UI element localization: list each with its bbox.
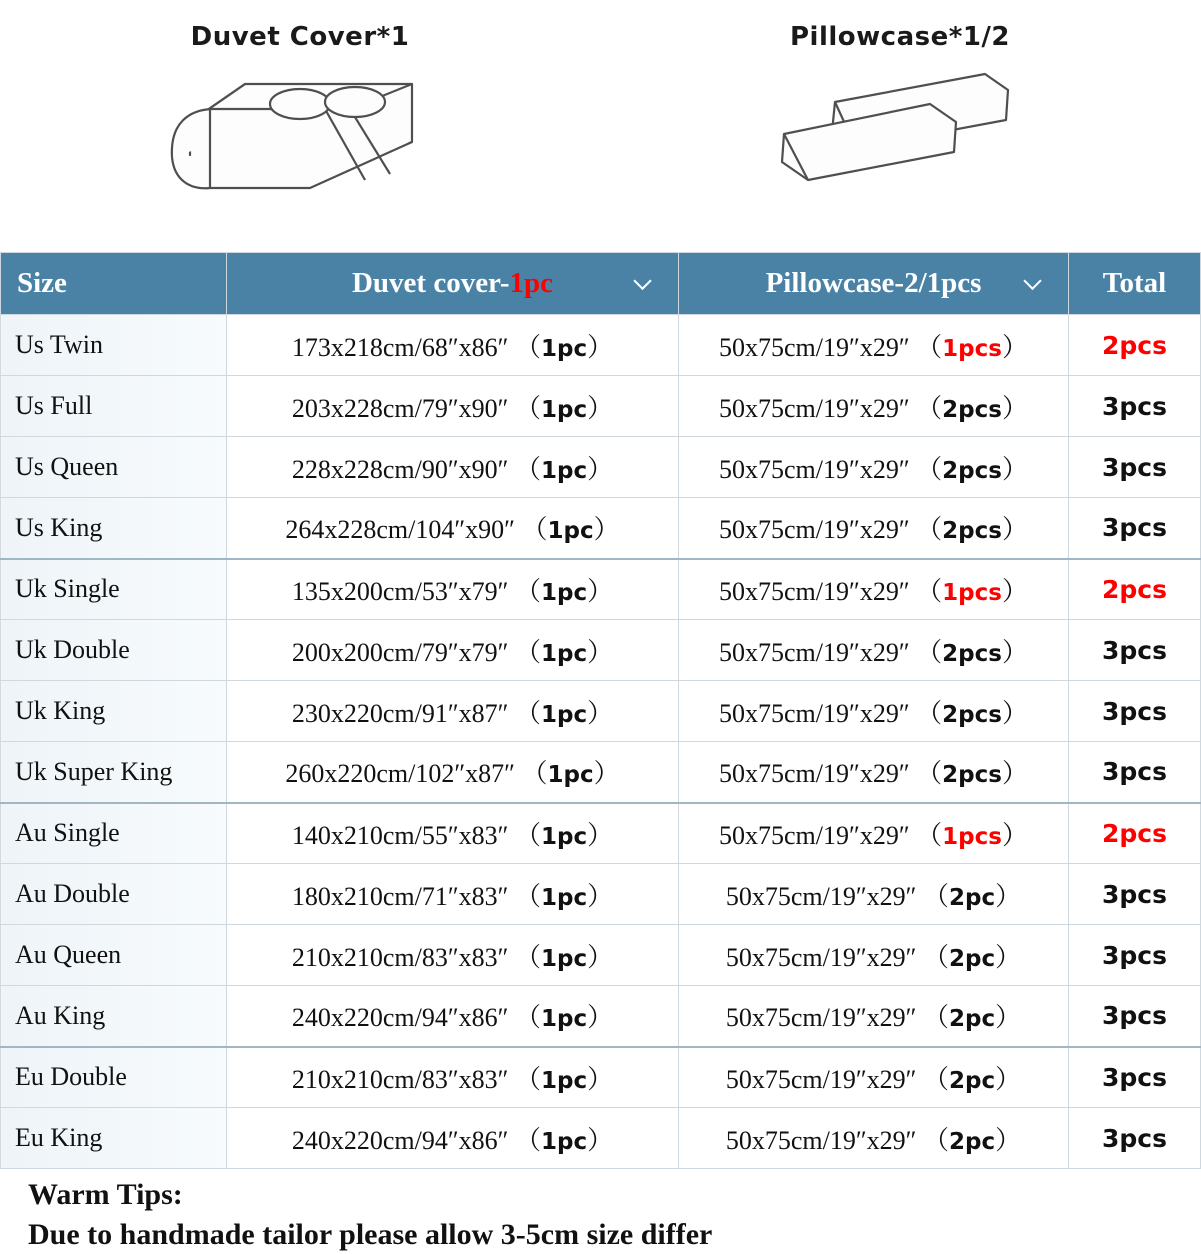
- header-duvet-highlight: 1pc: [509, 267, 554, 299]
- cell-total: 3pcs: [1069, 620, 1201, 681]
- duvet-size: 260x220cm/102″x87″: [285, 759, 522, 789]
- header-duvet-label: Duvet cover-: [351, 267, 510, 299]
- cell-total: 3pcs: [1069, 742, 1201, 803]
- cell-pillowcase: [679, 681, 1069, 742]
- cell-size: Au King: [1, 986, 227, 1047]
- cell-duvet: [227, 864, 679, 925]
- table-row[interactable]: [1, 986, 1201, 1047]
- pillow-qty: （1pcs）: [916, 820, 1028, 850]
- cell-size: Uk Super King: [1, 742, 227, 803]
- cell-pillowcase: [679, 925, 1069, 986]
- cell-total: 3pcs: [1069, 864, 1201, 925]
- header-pillowcase[interactable]: [679, 253, 1069, 315]
- pillow-qty: （2pcs）: [916, 393, 1028, 423]
- cell-size: Au Single: [1, 803, 227, 864]
- header-pillowcase-label: Pillowcase-2/1pcs: [765, 267, 982, 299]
- duvet-size: 210x210cm/83″x83″: [291, 942, 515, 972]
- cell-duvet: [227, 620, 679, 681]
- cell-duvet: [227, 803, 679, 864]
- duvet-size: 140x210cm/55″x83″: [291, 820, 515, 850]
- cell-duvet: [227, 986, 679, 1047]
- duvet-size: 180x210cm/71″x83″: [291, 881, 515, 911]
- pillowcase-illustration-title: Pillowcase*1/2: [789, 22, 1010, 52]
- duvet-qty: （1pc）: [515, 637, 614, 667]
- cell-duvet: [227, 681, 679, 742]
- pillow-qty: （1pcs）: [916, 576, 1028, 606]
- cell-size: Au Double: [1, 864, 227, 925]
- duvet-qty: （1pc）: [515, 1125, 614, 1155]
- cell-total: 3pcs: [1069, 376, 1201, 437]
- cell-size: Us King: [1, 498, 227, 559]
- duvet-size: 230x220cm/91″x87″: [291, 698, 515, 728]
- duvet-size: 173x218cm/68″x86″: [291, 332, 515, 362]
- table-header-row: [1, 253, 1201, 315]
- pillow-size: 50x75cm/19″x29″: [719, 698, 917, 728]
- duvet-qty: （1pc）: [515, 942, 614, 972]
- duvet-qty: （1pc）: [515, 1064, 614, 1094]
- duvet-qty: （1pc）: [515, 1003, 614, 1033]
- cell-size: Us Full: [1, 376, 227, 437]
- cell-pillowcase: [679, 803, 1069, 864]
- cell-pillowcase: [679, 1108, 1069, 1169]
- duvet-size: 240x220cm/94″x86″: [291, 1125, 515, 1155]
- cell-pillowcase: [679, 315, 1069, 376]
- pillow-size: 50x75cm/19″x29″: [719, 576, 917, 606]
- pillowcase-illustration-block: [600, 0, 1200, 252]
- duvet-size: 228x228cm/90″x90″: [291, 454, 515, 484]
- cell-size: Us Twin: [1, 315, 227, 376]
- duvet-illustration-block: [0, 0, 600, 252]
- duvet-size: 210x210cm/83″x83″: [291, 1064, 515, 1094]
- cell-duvet: [227, 925, 679, 986]
- table-row[interactable]: [1, 620, 1201, 681]
- table-row[interactable]: [1, 925, 1201, 986]
- cell-size: Uk Double: [1, 620, 227, 681]
- cell-size: Au Queen: [1, 925, 227, 986]
- cell-total: 3pcs: [1069, 498, 1201, 559]
- duvet-cover-illustration: [150, 62, 450, 217]
- pillow-qty: （2pc）: [923, 881, 1022, 911]
- cell-total: 3pcs: [1069, 437, 1201, 498]
- cell-duvet: [227, 315, 679, 376]
- cell-size: Uk King: [1, 681, 227, 742]
- duvet-size: 240x220cm/94″x86″: [291, 1003, 515, 1033]
- cell-pillowcase: [679, 376, 1069, 437]
- pillow-size: 50x75cm/19″x29″: [725, 1125, 923, 1155]
- duvet-qty: （1pc）: [515, 393, 614, 423]
- duvet-size: 203x228cm/79″x90″: [291, 393, 515, 423]
- cell-pillowcase: [679, 498, 1069, 559]
- pillow-size: 50x75cm/19″x29″: [719, 332, 917, 362]
- header-duvet-cover[interactable]: [227, 253, 679, 315]
- table-row[interactable]: [1, 498, 1201, 559]
- table-row[interactable]: [1, 1047, 1201, 1108]
- pillow-qty: （2pcs）: [916, 637, 1028, 667]
- pillow-qty: （2pcs）: [916, 454, 1028, 484]
- duvet-illustration-title: Duvet Cover*1: [190, 22, 410, 52]
- pillowcase-illustration: [770, 62, 1030, 197]
- pillow-qty: （2pc）: [923, 1125, 1022, 1155]
- illustration-row: [0, 0, 1200, 252]
- pillow-qty: （2pc）: [923, 942, 1022, 972]
- cell-pillowcase: [679, 742, 1069, 803]
- cell-total: 2pcs: [1069, 315, 1201, 376]
- cell-size: Uk Single: [1, 559, 227, 620]
- cell-pillowcase: [679, 437, 1069, 498]
- pillow-size: 50x75cm/19″x29″: [719, 393, 917, 423]
- cell-size: Eu Double: [1, 1047, 227, 1108]
- duvet-qty: （1pc）: [515, 454, 614, 484]
- table-row[interactable]: [1, 864, 1201, 925]
- pillow-size: 50x75cm/19″x29″: [719, 637, 917, 667]
- pillow-size: 50x75cm/19″x29″: [725, 942, 923, 972]
- duvet-size: 264x228cm/104″x90″: [285, 515, 522, 545]
- cell-pillowcase: [679, 559, 1069, 620]
- pillow-qty: （2pc）: [923, 1003, 1022, 1033]
- pillow-qty: （2pc）: [923, 1064, 1022, 1094]
- pillow-size: 50x75cm/19″x29″: [719, 820, 917, 850]
- table-row[interactable]: [1, 681, 1201, 742]
- duvet-qty: （1pc）: [521, 759, 620, 789]
- table-row[interactable]: [1, 376, 1201, 437]
- cell-duvet: [227, 437, 679, 498]
- cell-pillowcase: [679, 620, 1069, 681]
- pillow-size: 50x75cm/19″x29″: [725, 1003, 923, 1033]
- cell-pillowcase: [679, 1047, 1069, 1108]
- pillow-size: 50x75cm/19″x29″: [719, 759, 917, 789]
- pillow-size: 50x75cm/19″x29″: [725, 881, 923, 911]
- pillow-size: 50x75cm/19″x29″: [719, 515, 917, 545]
- cell-pillowcase: [679, 864, 1069, 925]
- header-total: Total: [1069, 253, 1201, 315]
- pillow-qty: （1pcs）: [916, 332, 1028, 362]
- duvet-qty: （1pc）: [515, 698, 614, 728]
- duvet-qty: （1pc）: [515, 332, 614, 362]
- cell-duvet: [227, 376, 679, 437]
- cell-duvet: [227, 559, 679, 620]
- warm-tips: [0, 1169, 1200, 1254]
- pillow-qty: （2pcs）: [916, 698, 1028, 728]
- chevron-down-icon[interactable]: [636, 274, 652, 290]
- duvet-qty: （1pc）: [515, 881, 614, 911]
- duvet-size: 200x200cm/79″x79″: [291, 637, 515, 667]
- cell-total: 3pcs: [1069, 925, 1201, 986]
- size-table-body: [1, 315, 1201, 1169]
- pillow-qty: （2pcs）: [916, 759, 1028, 789]
- cell-total: 2pcs: [1069, 803, 1201, 864]
- duvet-qty: （1pc）: [515, 576, 614, 606]
- cell-duvet: [227, 1108, 679, 1169]
- pillow-size: 50x75cm/19″x29″: [725, 1064, 923, 1094]
- cell-total: 3pcs: [1069, 681, 1201, 742]
- cell-pillowcase: [679, 986, 1069, 1047]
- table-row[interactable]: [1, 803, 1201, 864]
- warm-tips-heading: Warm Tips:: [28, 1178, 183, 1211]
- cell-duvet: [227, 1047, 679, 1108]
- table-row[interactable]: [1, 559, 1201, 620]
- cell-total: 3pcs: [1069, 1108, 1201, 1169]
- warm-tips-line: Due to handmade tailor please allow 3-5cm size differ: [28, 1217, 713, 1251]
- cell-duvet: [227, 742, 679, 803]
- table-row[interactable]: [1, 437, 1201, 498]
- cell-total: 3pcs: [1069, 986, 1201, 1047]
- table-row[interactable]: [1, 315, 1201, 376]
- cell-total: 3pcs: [1069, 1047, 1201, 1108]
- table-row[interactable]: [1, 742, 1201, 803]
- duvet-size: 135x200cm/53″x79″: [291, 576, 515, 606]
- size-table: [0, 252, 1201, 1169]
- duvet-qty: （1pc）: [521, 515, 620, 545]
- size-table-head: [1, 253, 1201, 315]
- cell-size: Eu King: [1, 1108, 227, 1169]
- cell-duvet: [227, 498, 679, 559]
- duvet-qty: （1pc）: [515, 820, 614, 850]
- chevron-down-icon[interactable]: [1026, 274, 1042, 290]
- cell-total: 2pcs: [1069, 559, 1201, 620]
- header-size: Size: [1, 253, 227, 315]
- pillow-qty: （2pcs）: [916, 515, 1028, 545]
- table-row[interactable]: [1, 1108, 1201, 1169]
- pillow-size: 50x75cm/19″x29″: [719, 454, 917, 484]
- cell-size: Us Queen: [1, 437, 227, 498]
